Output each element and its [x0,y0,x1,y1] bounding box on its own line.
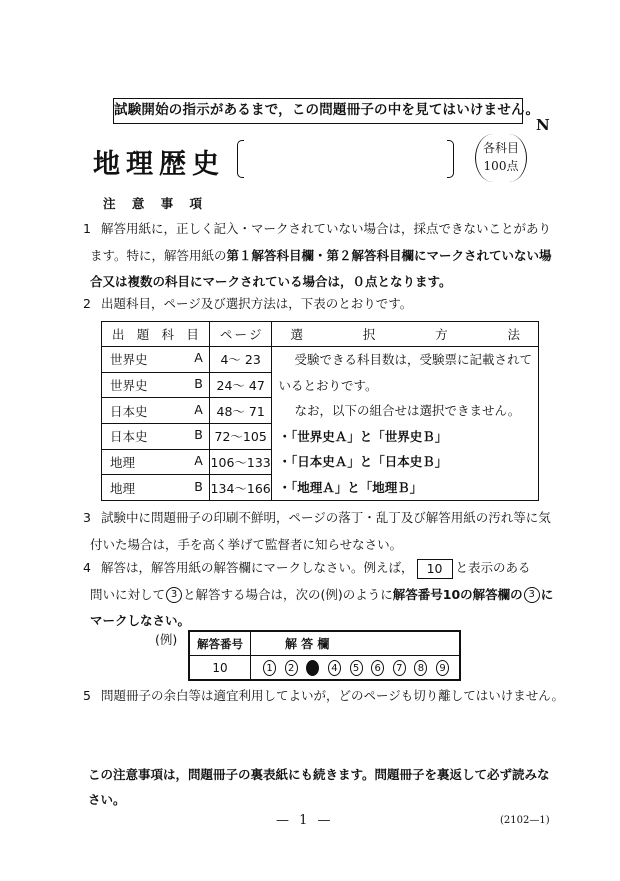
page-number: — 1 — [276,813,334,828]
answer-bubble: 4 [328,660,341,676]
answer-header-row [189,631,460,656]
header-subject: 出題科目 [102,322,210,347]
score-note-line1: 各科目 [482,141,519,155]
pages-cell: 48～ 71 [209,398,272,424]
answer-field-header: 解 答 欄 [251,631,461,656]
example-answer-table [188,630,461,681]
item-text: 試験中に問題冊子の印刷不鮮明，ページの落丁・乱丁及び解答用紙の汚れ等に気 [101,510,551,525]
item-text [90,243,552,270]
pages-cell: 4～ 23 [209,347,272,373]
subject-cell: 世界史 B [102,372,210,398]
subject-cell: 日本史 B [102,423,210,449]
subject-cell: 地理 B [102,475,210,501]
answer-bubble-marked: 3 [306,660,319,676]
continuation-note-line: さい。 [88,792,126,807]
example-label: (例) [155,632,178,647]
top-notice-box: 試験開始の指示があるまで，この問題冊子の中を見てはいけません。 [113,98,523,124]
answer-bubble: 6 [371,660,384,676]
method-line: ・「日本史Ａ」と「日本史Ｂ」 [278,454,448,469]
answer-bubble: 1 [263,660,276,676]
method-cell [272,347,539,501]
item-text: 付いた場合は，手を高く挙げて監督者に知らせなさい。 [90,536,403,552]
pages-cell: 106～133 [209,449,272,475]
item-text-emphasis: 合又は複数の科目にマークされている場合は，０点となります。 [90,274,452,289]
title-bracket-right [447,140,454,178]
answer-bubble: 7 [393,660,406,676]
document-code: (2102—1) [500,815,550,826]
table-row [102,347,539,373]
item-text: 問題冊子の余白等は適宜利用してよいが，どのページも切り離してはいけません。 [101,688,565,703]
pages-cell: 134～166 [209,475,272,501]
answer-number-cell: 10 [189,656,251,681]
answer-row [189,656,460,681]
score-note [475,134,527,182]
item-text: 解答は，解答用紙の解答欄にマークしなさい。例えば， 10 と表示のある [101,555,531,582]
item-number: 2 [83,296,91,311]
pages-cell: 72～105 [209,423,272,449]
item-number: 3 [83,510,91,525]
item-text-part: ます。特に，解答用紙の [90,247,227,263]
item-text-emphasis: 第１解答科目欄・第２解答科目欄にマークされていない場 [226,247,552,263]
continuation-note-line: この注意事項は，問題冊子の裏表紙にも続きます。問題冊子を裏返して必ず読みな [88,767,550,782]
item-number: 4 [83,560,91,575]
answer-bubble: 5 [350,660,363,676]
method-line: なお，以下の組合せは選択できません。 [294,403,521,418]
method-line: ・「地理Ａ」と「地理Ｂ」 [278,479,423,495]
answer-number-header: 解答番号 [189,631,251,656]
item-text: 出題科目，ページ及び選択方法は，下表のとおりです。 [101,296,413,311]
answer-bubbles [251,660,459,676]
method-line: いるとおりです。 [278,377,378,393]
method-line: ・「世界史Ａ」と「世界史Ｂ」 [278,428,448,444]
answer-bubbles-cell [251,656,461,681]
answer-bubble: 8 [414,660,427,676]
item-text: 解答用紙に，正しく記入・マークされていない場合は，採点できないことがあり [101,221,552,236]
circled-number-icon: 3 [524,587,540,603]
subject-cell: 地理 A [102,449,210,475]
subject-cell: 日本史 A [102,398,210,424]
method-line: 受験できる科目数は，受験票に記載されて [294,352,532,367]
subject-cell: 世界史 A [102,347,210,373]
pages-cell: 24～ 47 [209,372,272,398]
page-title: 地理歴史 [93,149,225,180]
instructions-heading: 注 意 事 項 [103,196,209,211]
circled-number-icon: 3 [166,587,182,603]
table-header-row [102,322,539,347]
item-text: マークしなさい。 [90,613,191,628]
answer-bubble: 2 [285,660,298,676]
title-bracket-left [237,140,244,178]
subject-table [101,321,539,501]
booklet-code: N [536,116,550,134]
answer-number-box: 10 [417,559,453,579]
score-note-line2: 100点 [483,159,519,173]
header-method: 選択方法 [272,322,539,347]
continuation-note [88,762,558,812]
item-text: 問いに対して 3 と解答する場合は，次の(例)のように解答番号10の解答欄の 3 に [90,586,554,602]
item-number: 5 [83,688,91,703]
header-pages: ページ [209,322,272,347]
answer-bubble: 9 [436,660,449,676]
item-number: 1 [83,221,91,236]
